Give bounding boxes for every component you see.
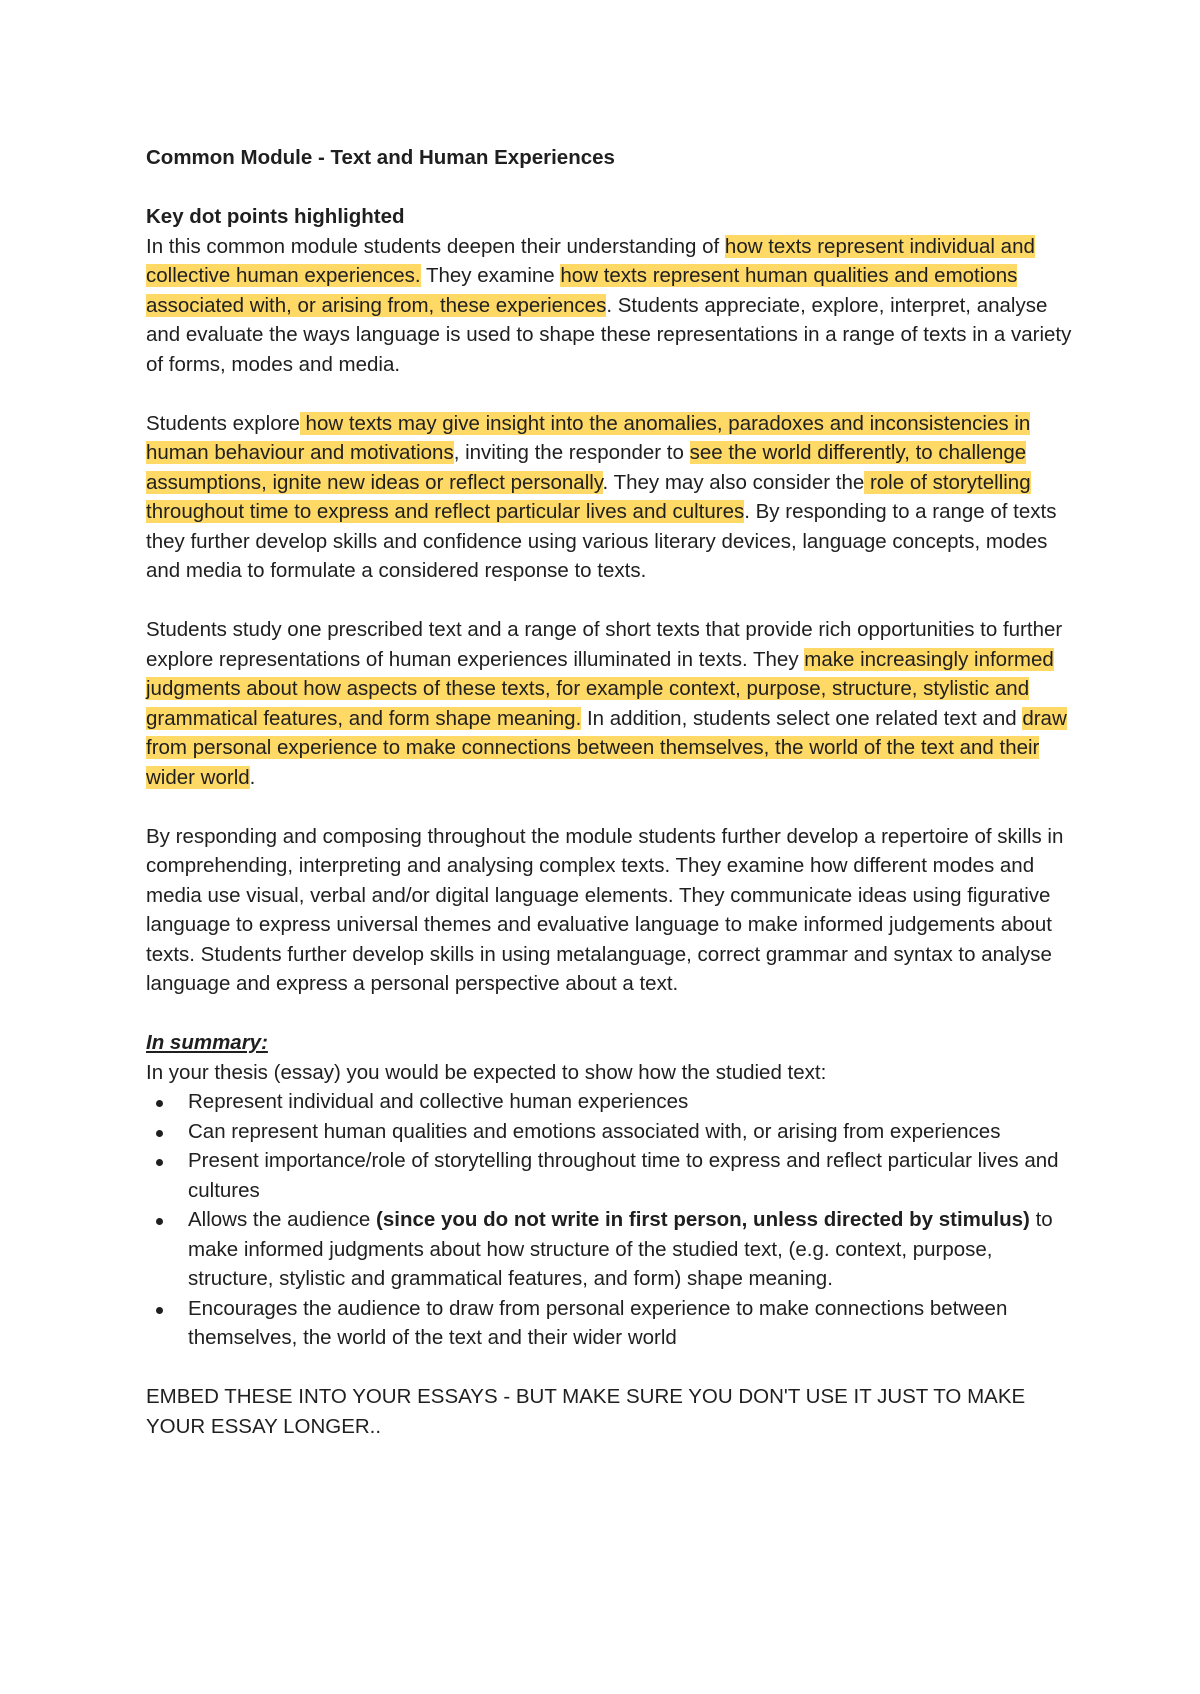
p3-text-a: Students study one prescribed text and a range of short texts that provide rich opportunities to further explore representations of human experiences illuminated in texts. They	[146, 618, 1063, 671]
spacer	[146, 1353, 1076, 1383]
p2-highlight-3: role of storytelling throughout time to express and reflect particular lives and cultures	[146, 470, 1031, 523]
p2-text-b: , inviting the responder to	[453, 441, 690, 464]
p1-highlight-1: how texts represent individual and collective human experiences.	[146, 234, 1035, 287]
bullet4-text-a: Allows the audience	[188, 1208, 377, 1231]
summary-title: In summary:	[146, 1031, 268, 1054]
key-points-heading: Key dot points highlighted	[146, 205, 405, 228]
list-item	[188, 1205, 1076, 1294]
p3-text-c: .	[249, 765, 256, 789]
spacer	[146, 379, 1076, 409]
p3-highlight-2: draw from personal experience to make connections between themselves, the world of the text and their wider world	[146, 706, 1067, 789]
p1-highlight-2: how texts represent human qualities and emotions associated with, or arising from, these experiences	[146, 264, 1018, 317]
p3-highlight-1: make increasingly informed judgments about how aspects of these texts, for example context, purpose, structure, stylistic and grammatical features, and form shape meaning.	[146, 647, 1054, 730]
list-item: Can represent human qualities and emotions associated with, or arising from experiences	[188, 1117, 1076, 1147]
p1-text-b: They examine	[420, 264, 561, 287]
document-page	[146, 143, 1076, 1441]
p2-text-d: . By responding to a range of texts they further develop skills and confidence using various literary devices, language concepts, modes and media to formulate a considered response to texts.	[146, 500, 1057, 582]
list-item: Present importance/role of storytelling throughout time to express and reflect particular lives and cultures	[188, 1146, 1076, 1205]
p1-text-a: In this common module students deepen their understanding of	[146, 234, 725, 258]
list-item: Encourages the audience to draw from personal experience to make connections between themselves, the world of the text and their wider world	[188, 1294, 1076, 1353]
closing-note: EMBED THESE INTO YOUR ESSAYS - BUT MAKE SURE YOU DON'T USE IT JUST TO MAKE YOUR ESSAY LONGER..	[146, 1385, 1026, 1438]
p3-text-b: In addition, students select one related text and	[581, 706, 1023, 730]
bullet4-text-b: to make informed judgments about how structure of the studied text, (e.g. context, purpose, structure, stylistic and grammatical features, and form) shape meaning.	[188, 1208, 1053, 1290]
p2-text-c: . They may also consider the	[602, 470, 865, 494]
paragraph-1	[146, 232, 1076, 380]
list-item: Represent individual and collective human experiences	[188, 1087, 1076, 1117]
summary-list	[146, 1087, 1076, 1353]
p2-highlight-1: how texts may give insight into the anomalies, paradoxes and inconsistencies in human behaviour and motivations	[146, 411, 1031, 464]
spacer	[146, 792, 1076, 822]
document-title: Common Module - Text and Human Experiences	[146, 146, 615, 169]
summary-intro: In your thesis (essay) you would be expected to show how the studied text:	[146, 1060, 827, 1084]
paragraph-2	[146, 409, 1076, 586]
p2-text-a: Students explore	[146, 411, 300, 435]
spacer	[146, 999, 1076, 1029]
bullet4-bold: (since you do not write in first person, unless directed by stimulus)	[376, 1208, 1030, 1231]
spacer	[146, 586, 1076, 616]
p1-text-c: . Students appreciate, explore, interpret, analyse and evaluate the ways language is used to shape these representations in a range of texts in a variety of forms, modes and media.	[146, 293, 1072, 376]
paragraph-4: By responding and composing throughout the module students further develop a repertoire of skills in comprehending, interpreting and analysing complex texts. They examine how different modes and media use visual, verbal and/or digital language elements. They communicate ideas using figurative language to express universal themes and evaluative language to make informed judgements about texts. Students further develop skills in using metalanguage, correct grammar and syntax to analyse language and express a personal perspective about a text.	[146, 824, 1064, 995]
p2-highlight-2: see the world differently, to challenge assumptions, ignite new ideas or reflect personally	[146, 441, 1027, 494]
paragraph-3	[146, 615, 1076, 792]
